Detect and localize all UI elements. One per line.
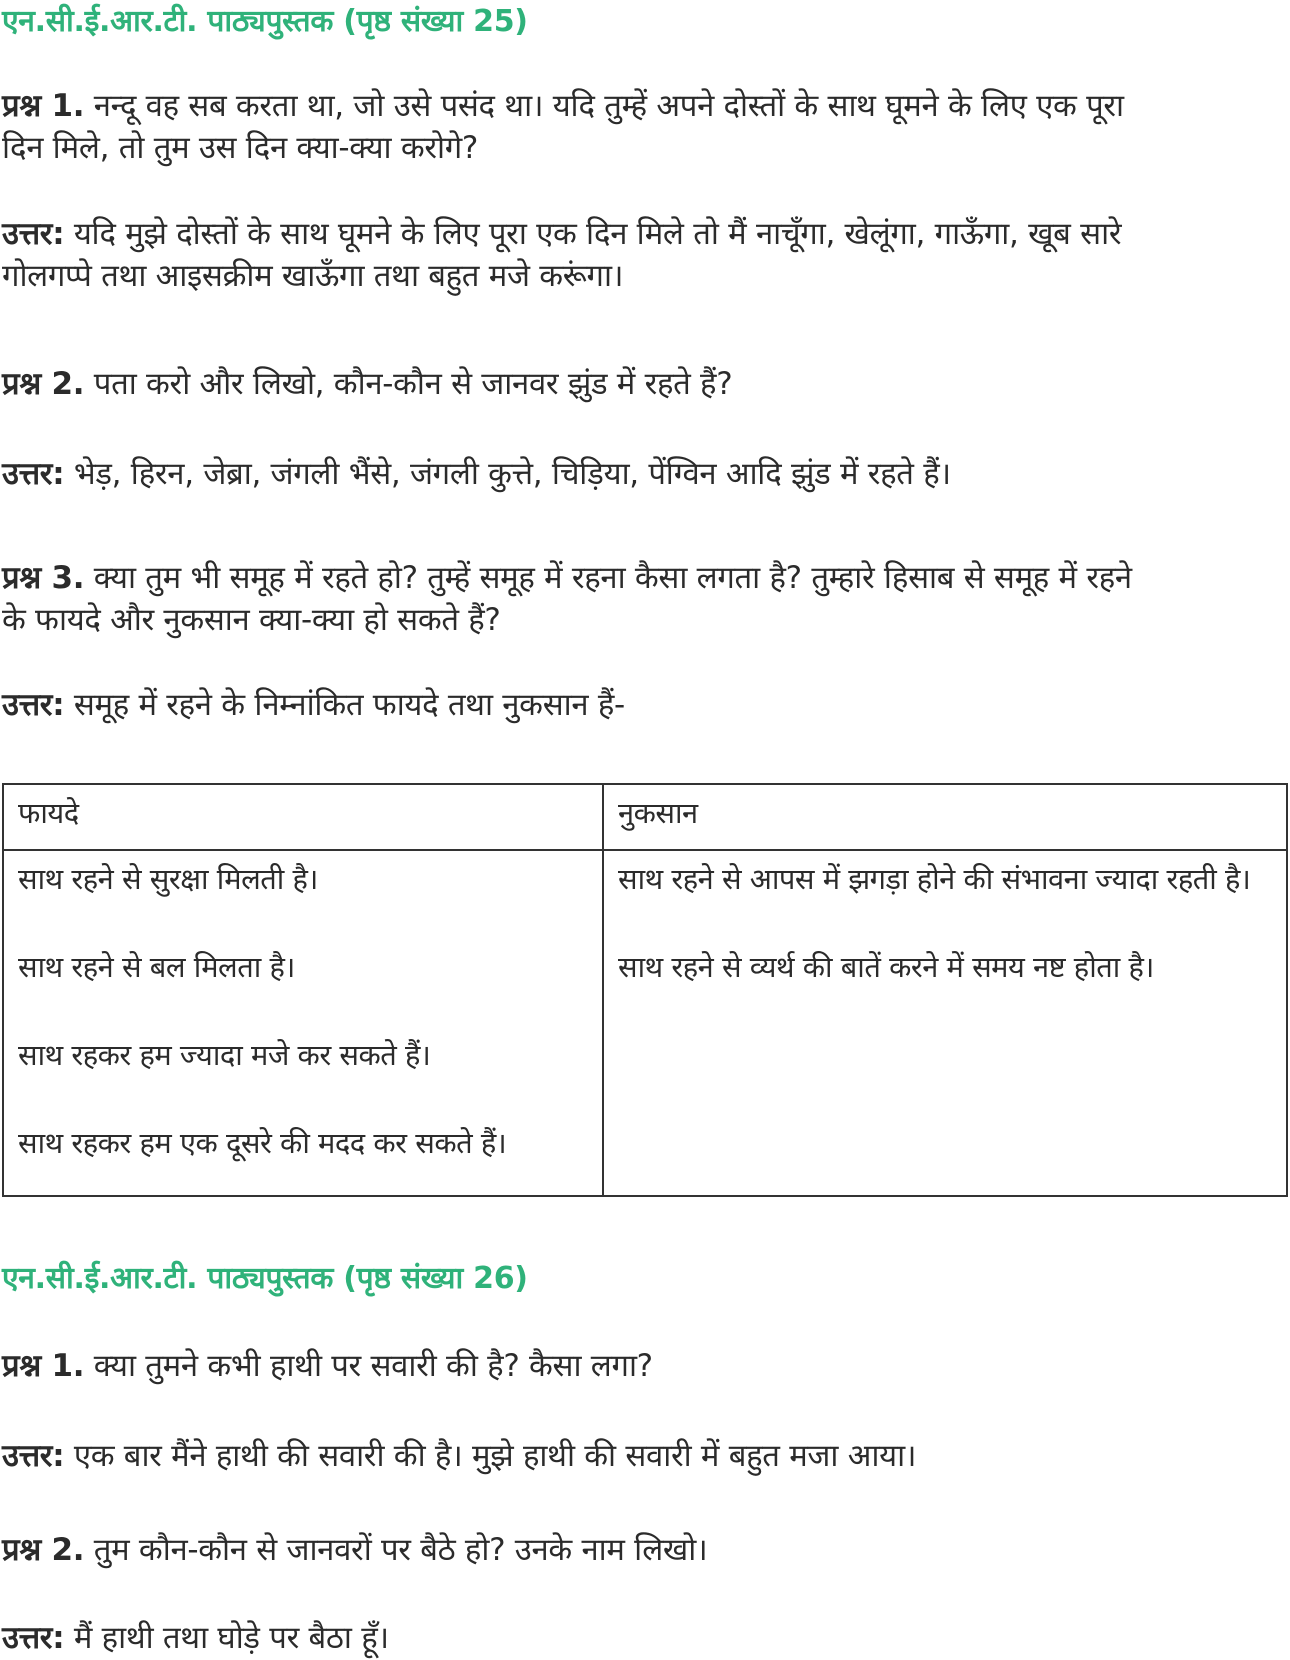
answer-label: उत्तर: (2, 687, 65, 723)
section-heading-page-25: एन.सी.ई.आर.टी. पाठ्यपुस्तक (पृष्ठ संख्या 25) (2, 4, 528, 39)
advantage-item: साथ रहकर हम ज्यादा मजे कर सकते हैं। (18, 1038, 431, 1072)
question-3-line-2: के फायदे और नुकसान क्या-क्या हो सकते हैं? (2, 602, 501, 638)
question-3 (2, 556, 1132, 600)
question-label: प्रश्न 1. (2, 88, 85, 124)
question-text: तुम कौन-कौन से जानवरों पर बैठे हो? उनके नाम लिखो। (84, 1532, 708, 1568)
pros-cons-table (2, 783, 1288, 1197)
question-text: पता करो और लिखो, कौन-कौन से जानवर झुंड में रहते हैं? (84, 366, 733, 402)
advantage-item: साथ रहकर हम एक दूसरे की मदद कर सकते हैं। (18, 1126, 507, 1160)
answer-1-line-2: गोलगप्पे तथा आइसक्रीम खाऊँगा तथा बहुत मजे करूंगा। (2, 258, 624, 294)
question-1 (2, 1344, 653, 1388)
table-row (3, 850, 1287, 1196)
table-header-disadvantages: नुकसान (603, 784, 1287, 850)
answer-1 (2, 1434, 916, 1478)
advantage-item: साथ रहने से सुरक्षा मिलती है। (18, 862, 318, 896)
answer-label: उत्तर: (2, 1438, 65, 1474)
answer-label: उत्तर: (2, 456, 65, 492)
answer-3 (2, 683, 625, 727)
question-1-line-2: दिन मिले, तो तुम उस दिन क्या-क्या करोगे? (2, 130, 479, 166)
answer-label: उत्तर: (2, 1620, 65, 1656)
question-text: क्या तुम भी समूह में रहते हो? तुम्हें समूह में रहना कैसा लगता है? तुम्हारे हिसाब से समूह में रहने (84, 560, 1132, 596)
disadvantages-cell (603, 850, 1287, 1196)
answer-text: समूह में रहने के निम्नांकित फायदे तथा नुकसान हैं- (64, 687, 625, 723)
question-1 (2, 84, 1124, 128)
question-text: नन्दू वह सब करता था, जो उसे पसंद था। यदि तुम्हें अपने दोस्तों के साथ घूमने के लिए एक पूरा (84, 88, 1124, 124)
table-header-row (3, 784, 1287, 850)
question-text: क्या तुमने कभी हाथी पर सवारी की है? कैसा लगा? (84, 1348, 653, 1384)
question-2 (2, 362, 732, 406)
question-label: प्रश्न 2. (2, 366, 85, 402)
question-label: प्रश्न 3. (2, 560, 85, 596)
answer-text: यदि मुझे दोस्तों के साथ घूमने के लिए पूरा एक दिन मिले तो मैं नाचूँगा, खेलूंगा, गाऊँगा, खूब सारे (64, 216, 1122, 252)
answer-1 (2, 212, 1121, 256)
advantage-item: साथ रहने से बल मिलता है। (18, 950, 295, 984)
advantages-cell (3, 850, 603, 1196)
answer-text: भेड़, हिरन, जेब्रा, जंगली भैंसे, जंगली कुत्ते, चिड़िया, पेंग्विन आदि झुंड में रहते हैं। (64, 456, 951, 492)
answer-2 (2, 452, 951, 496)
answer-label: उत्तर: (2, 216, 65, 252)
answer-text: मैं हाथी तथा घोड़े पर बैठा हूँ। (64, 1620, 389, 1656)
answer-2 (2, 1616, 389, 1660)
disadvantage-item: साथ रहने से आपस में झगड़ा होने की संभावना ज्यादा रहती है। (618, 862, 1251, 896)
question-2 (2, 1528, 707, 1572)
question-label: प्रश्न 1. (2, 1348, 85, 1384)
section-heading-page-26: एन.सी.ई.आर.टी. पाठ्यपुस्तक (पृष्ठ संख्या 26) (2, 1261, 528, 1296)
answer-text: एक बार मैंने हाथी की सवारी की है। मुझे हाथी की सवारी में बहुत मजा आया। (64, 1438, 917, 1474)
question-label: प्रश्न 2. (2, 1532, 85, 1568)
disadvantage-item: साथ रहने से व्यर्थ की बातें करने में समय नष्ट होता है। (618, 950, 1154, 984)
table-header-advantages: फायदे (3, 784, 603, 850)
